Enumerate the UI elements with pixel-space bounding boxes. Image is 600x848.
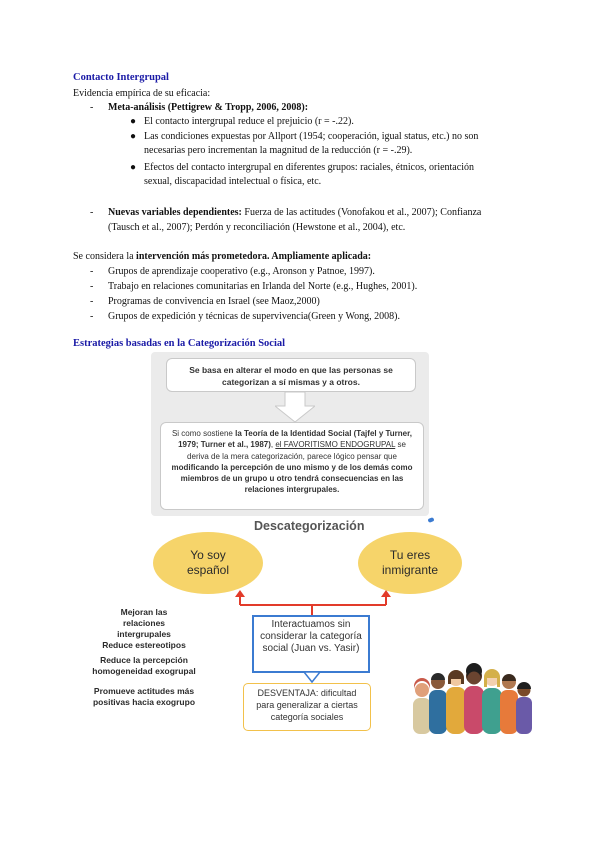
nuevas-label: Nuevas variables dependientes: [108, 207, 242, 218]
strategy-box-2: Si como sostiene la Teoría de la Identidad Social (Tajfel y Turner, 1979; Turner et al., 1987), el FAVORITISMO ENDOGRUPAL se deriva de la mera categorización, parece lógico pensar que modificando la percepción de uno mismo y de los demás como miembros de un grupo u otro tendrá consecuencias en las relaciones intergrupales. [160, 422, 424, 510]
list-item: - Trabajo en relaciones comunitarias en Irlanda del Norte (e.g., Hughes, 2001). [90, 281, 418, 292]
section-title-estrategias: Estrategias basadas en la Categorización Social [73, 338, 286, 349]
favoritismo-term: el FAVORITISMO ENDOGRUPAL [275, 440, 396, 450]
disadvantage-label: DESVENTAJA: [257, 688, 319, 698]
dash-icon: - [90, 102, 94, 113]
lead-bold: intervención más prometedora. Ampliamente aplicada: [136, 251, 372, 262]
benefit-3: Reduce la percepción homogeneidad exogrupal [92, 655, 196, 676]
box1-text: Se basa en alterar el modo en que las personas se categorizan a sí mismas y a otros. [189, 365, 393, 387]
dash-icon: - [90, 207, 94, 218]
bullet-2-text-b: necesarias pero incrementan la magnitud de la reducción (r = -.29). [144, 145, 413, 156]
item-text: Trabajo en relaciones comunitarias en Irlanda del Norte (e.g., Hughes, 2001). [108, 281, 418, 292]
bubble-tu-eres-inmigrante: Tu eres inmigrante [358, 532, 462, 594]
center-box [252, 615, 370, 673]
item-text: Grupos de aprendizaje cooperativo (e.g., Aronson y Patnoe, 1997). [108, 266, 375, 277]
disadvantage-box [243, 683, 371, 731]
section-title-contacto: Contacto Intergrupal [73, 72, 169, 83]
bullet-2-text-a: Las condiciones expuestas por Allport (1954; cooperación, igual status, etc.) no son [144, 131, 479, 142]
bullet-3: ● [130, 162, 137, 173]
bullet-3-text-a: Efectos del contacto intergrupal en diferentes grupos: raciales, étnicos, orientación [144, 162, 474, 173]
lead-plain: Se considera la [73, 251, 137, 262]
conclusion-text: modificando la percepción de uno mismo y de los demás como miembros de un grupo u otro tendrá consecuencias en las relaciones intergrupales. [171, 462, 413, 495]
tis-reference: la Teoría de la Identidad Social (Tajfel y Turner, 1979; Turner et al., 1987) [178, 429, 413, 450]
diverse-people-illustration [410, 660, 532, 734]
nuevas-line2: (Tausch et al., 2007); Perdón y reconciliación (Hewstone et al., 2004), etc. [108, 222, 406, 233]
benefit-2: Reduce estereotipos [102, 640, 186, 650]
diagram-title: Descategorización [254, 519, 365, 533]
item-text: Programas de convivencia en Israel (see Maoz,2000) [108, 296, 320, 307]
list-item: - Grupos de aprendizaje cooperativo (e.g., Aronson y Patnoe, 1997). [90, 266, 375, 277]
benefit-1: Mejoran las relaciones intergrupales [117, 607, 171, 639]
list-item: - Grupos de expedición y técnicas de supervivencia(Green y Wong, 2008). [90, 311, 400, 322]
meta-label: Meta-análisis (Pettigrew & Tropp, 2006, 2008): [108, 102, 309, 113]
intro-text: Evidencia empírica de su eficacia: [73, 88, 211, 99]
nuevas-line1: Fuerza de las actitudes (Vonofakou et al., 2007); Confianza [241, 207, 482, 218]
item-text: Grupos de expedición y técnicas de supervivencia(Green y Wong, 2008). [108, 311, 400, 322]
center-box-text: Interactuamos sin considerar la categoría social (Juan vs. Yasir) [260, 619, 362, 654]
bullet-1: ● [130, 116, 137, 127]
bullet-2: ● [130, 131, 137, 142]
bubble-yo-soy-espanol: Yo soy español [153, 532, 263, 594]
bullet-1-text: El contacto intergrupal reduce el prejuicio (r = -.22). [144, 116, 354, 127]
benefit-4: Promueve actitudes más positivas hacia exogrupo [92, 686, 196, 707]
disadvantage-text: dificultad para generalizar a ciertas categoría sociales [256, 688, 358, 722]
bullet-3-text-b: sexual, discapacidad intelectual o física, etc. [144, 176, 322, 187]
list-item: - Programas de convivencia en Israel (see Maoz,2000) [90, 296, 320, 307]
